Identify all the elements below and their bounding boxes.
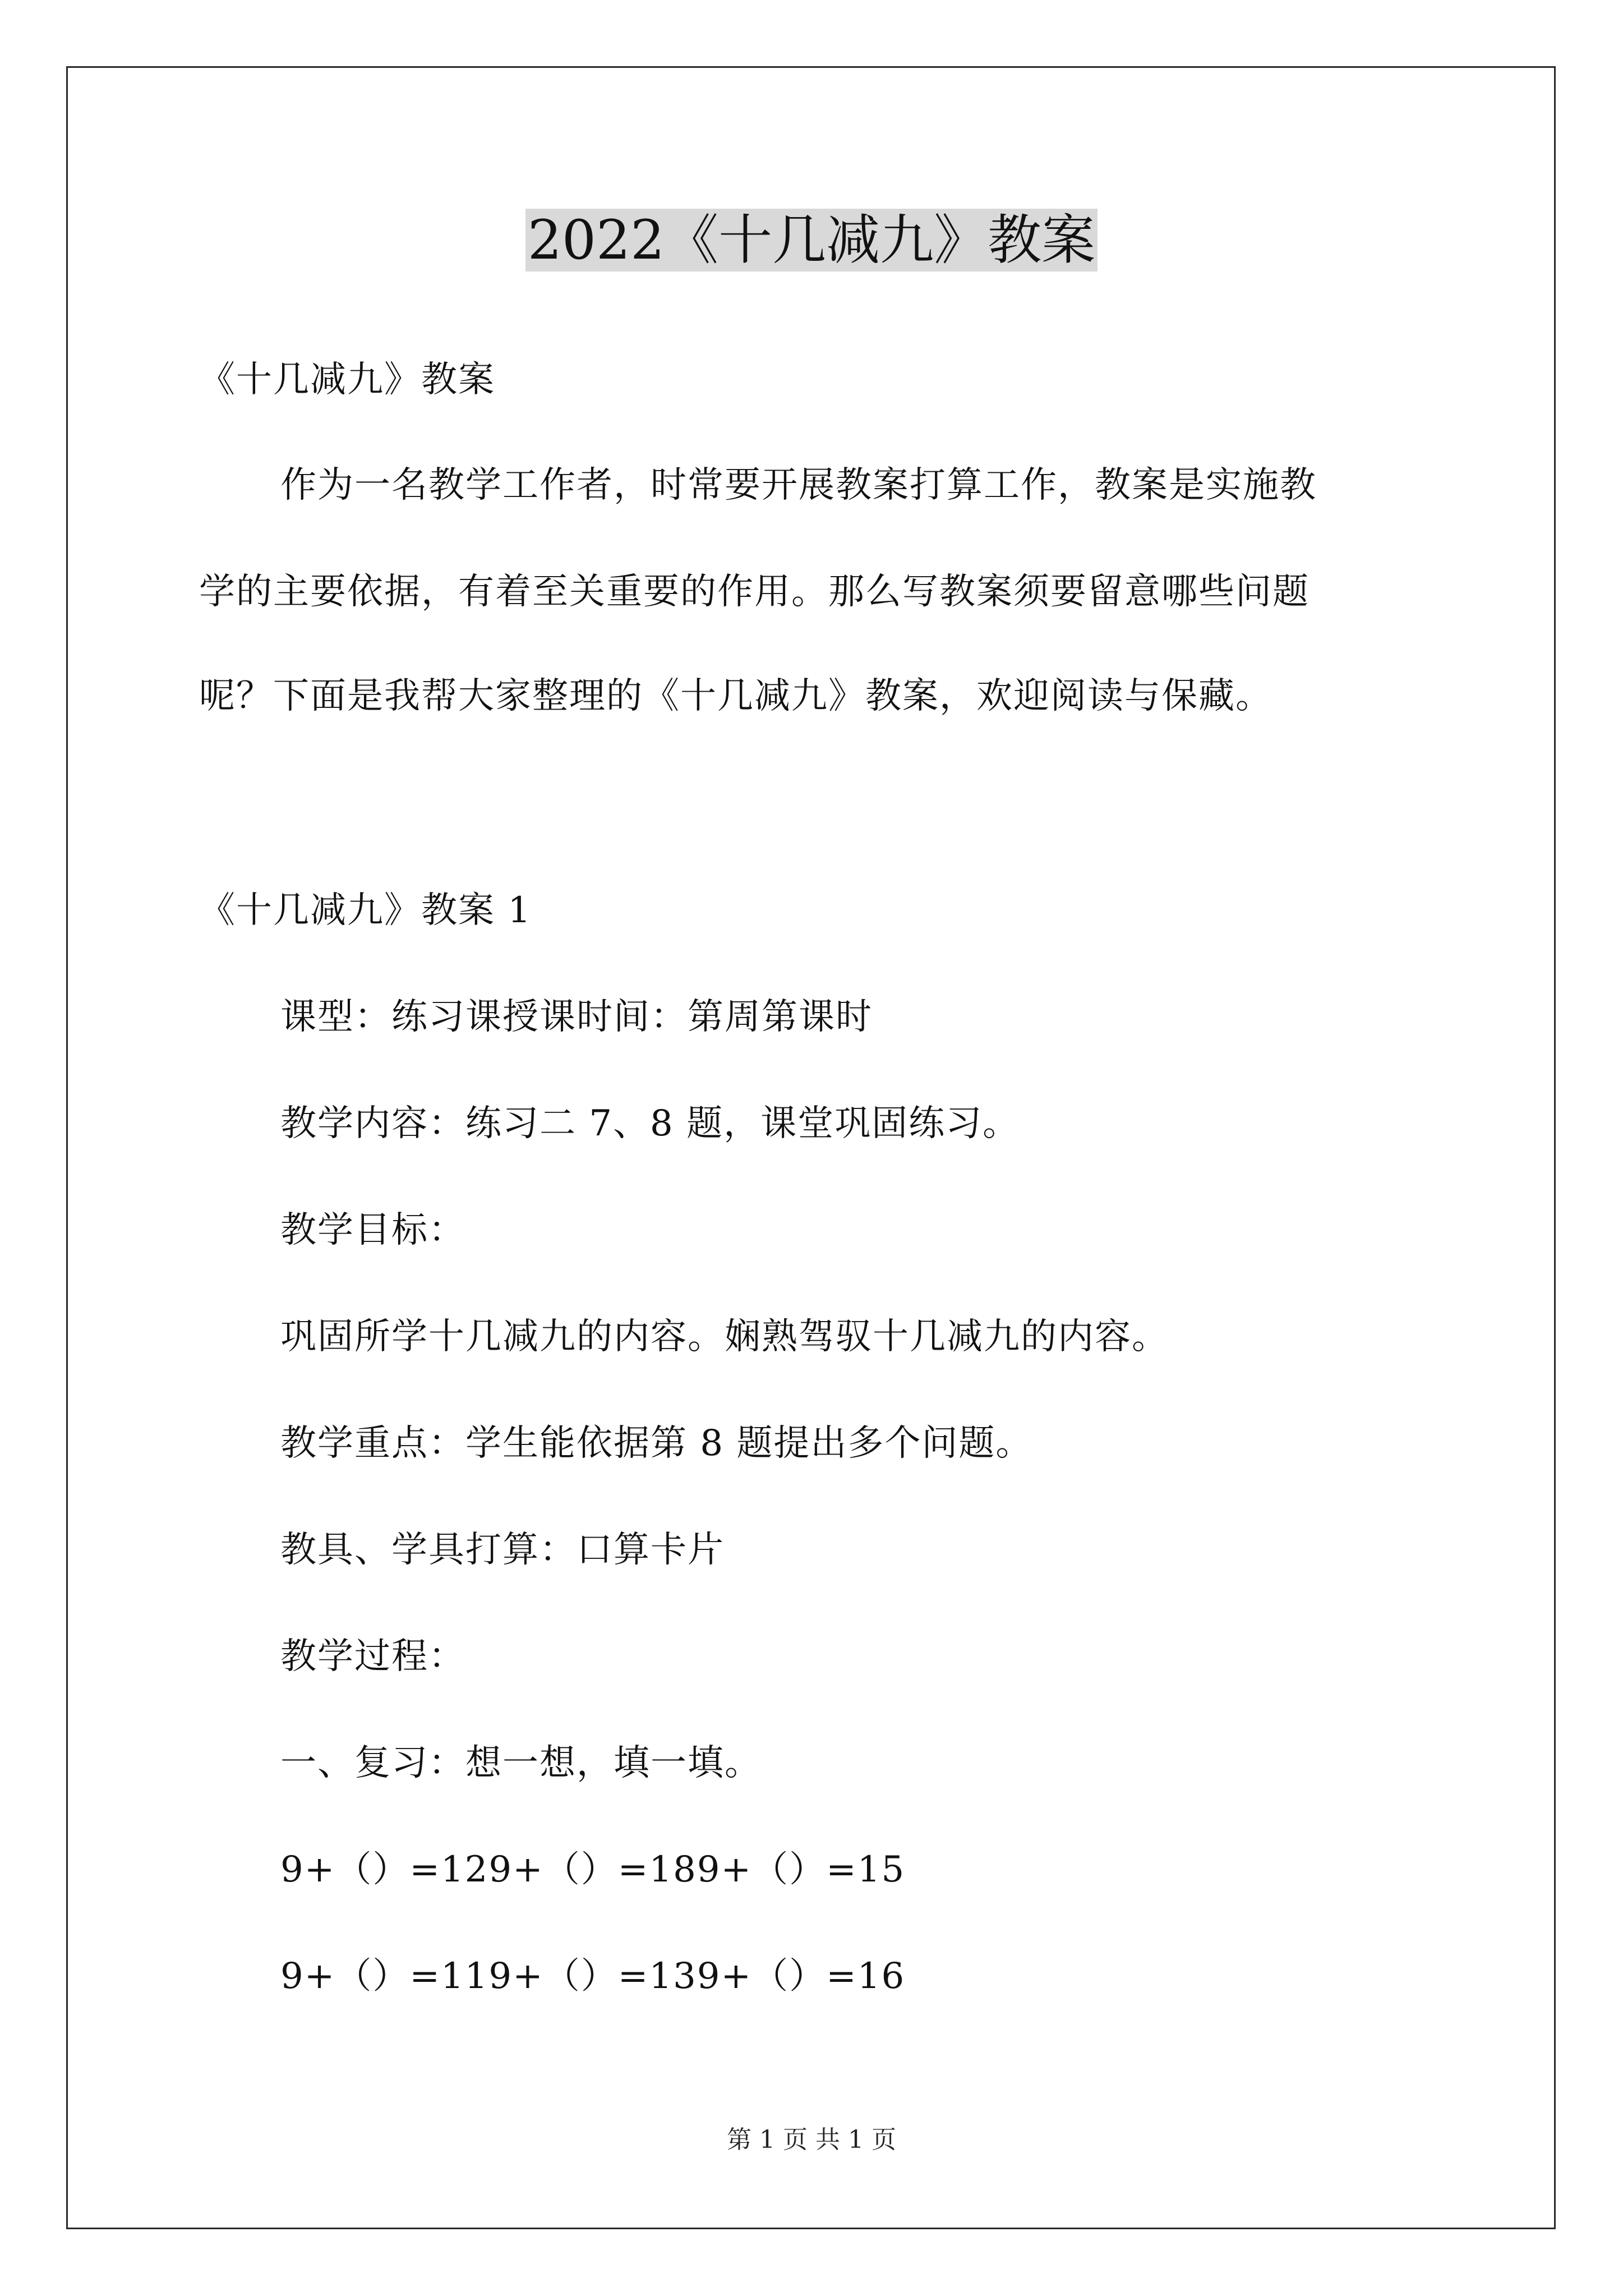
body-line-1: 课型：练习课授课时间：第周第课时 <box>280 996 873 1038</box>
intro-line-1: 作为一名教学工作者，时常要开展教案打算工作，教案是实施教 <box>280 464 1317 506</box>
page-footer: 第 1 页 共 1 页 <box>727 2125 896 2154</box>
body-line-9: 9+（）=129+（）=189+（）=15 <box>280 1849 906 1890</box>
section-heading: 《十几减九》教案 1 <box>199 890 532 931</box>
body-line-7: 教学过程： <box>280 1636 465 1677</box>
intro-line-3: 呢？下面是我帮大家整理的《十几减九》教案，欢迎阅读与保藏。 <box>199 675 1272 717</box>
document-title <box>0 201 1623 279</box>
body-line-5: 教学重点：学生能依据第 8 题提出多个问题。 <box>280 1423 1033 1464</box>
body-line-3: 教学目标： <box>280 1209 465 1251</box>
body-line-4: 巩固所学十几减九的内容。娴熟驾驭十几减九的内容。 <box>280 1316 1169 1358</box>
document-title-text: 2022《十几减九》教案 <box>525 209 1098 272</box>
body-line-8: 一、复习：想一想，填一填。 <box>280 1742 762 1784</box>
body-line-2: 教学内容：练习二 7、8 题，课堂巩固练习。 <box>280 1103 1020 1144</box>
body-line-10: 9+（）=119+（）=139+（）=16 <box>280 1955 906 1997</box>
body-line-6: 教具、学具打算：口算卡片 <box>280 1529 725 1571</box>
intro-line-2: 学的主要依据，有着至关重要的作用。那么写教案须要留意哪些问题 <box>199 571 1310 613</box>
document-subtitle: 《十几减九》教案 <box>199 359 495 401</box>
